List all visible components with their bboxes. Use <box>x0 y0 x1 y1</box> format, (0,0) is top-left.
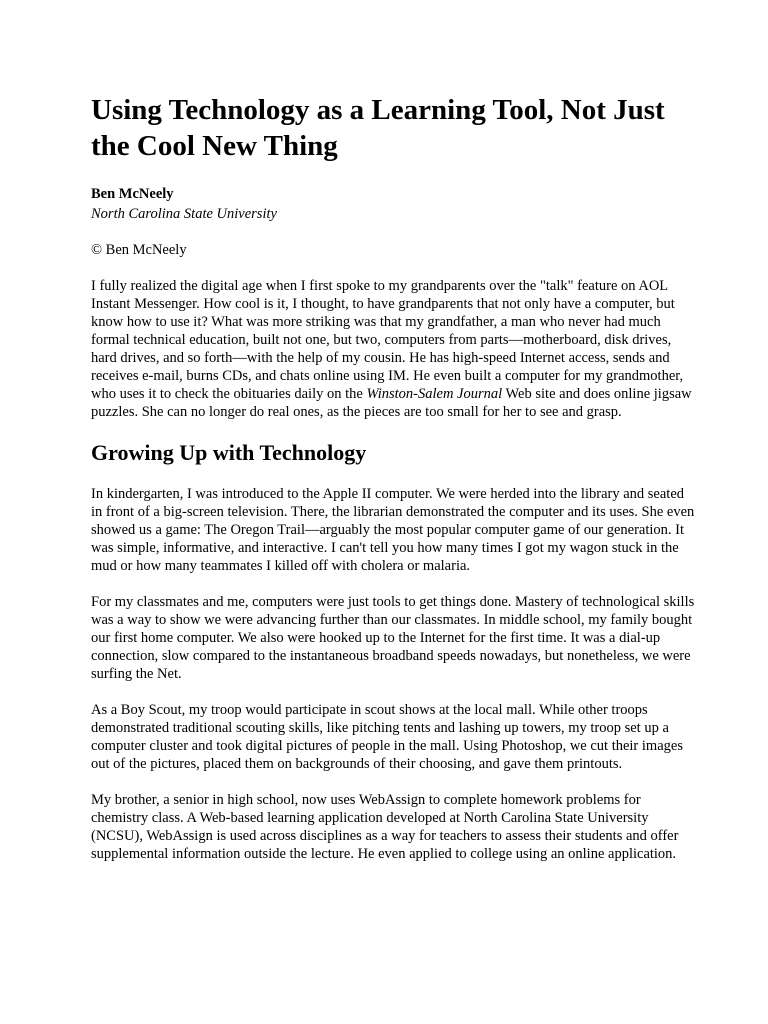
intro-paragraph <box>91 277 695 421</box>
article-title: Using Technology as a Learning Tool, Not Just the Cool New Thing <box>91 94 665 162</box>
author-affiliation: North Carolina State University <box>91 206 277 222</box>
body-paragraph-2: For my classmates and me, computers were just tools to get things done. Mastery of technological skills was a way to show we were advancing further than our classmates. In middle school, my family bought our first home computer. We also were hooked up to the Internet for the first time. It was a dial-up connection, slow compared to the instantaneous broadband speeds nowadays, but nonetheless, we were surfing the Net. <box>91 594 695 682</box>
body-paragraph-3: As a Boy Scout, my troop would participate in scout shows at the local mall. While other troops demonstrated traditional scouting skills, like pitching tents and lashing up towers, my troop set up a computer cluster and took digital pictures of people in the mall. Using Photoshop, we cut their images out of the pictures, placed them on backgrounds of their choosing, and gave them printouts. <box>91 702 683 772</box>
intro-text-end: Web site and does online jigsaw puzzles. She can no longer do real ones, as the pieces are too small for her to see and grasp. <box>91 386 692 420</box>
author-name: Ben McNeely <box>91 186 174 202</box>
intro-text-start: I fully realized the digital age when I first spoke to my grandparents over the "talk" feature on AOL Instant Messenger. How cool is it, I thought, to have grandparents that not only have a computer, but know how to use it? What was more striking was that my grandfather, a man who never had much formal technical education, built not one, but two, computers from parts—motherboard, disk drives, hard drives, and so forth—with the help of my cousin. He has high-speed Internet access, sends and receives e-mail, burns CDs, and chats online using IM. He even built a computer for my grandmother, who uses it to check the obituaries daily on the <box>91 278 684 402</box>
body-paragraph-1: In kindergarten, I was introduced to the Apple II computer. We were herded into the library and seated in front of a big-screen television. There, the librarian demonstrated the computer and its uses. She even showed us a game: The Oregon Trail—arguably the most popular computer game of our generation. It was simple, informative, and interactive. I can't tell you how many times I got my wagon stuck in the mud or how many teammates I killed off with cholera or malaria. <box>91 486 695 574</box>
document-page <box>91 92 695 881</box>
copyright-notice: © Ben McNeely <box>91 242 187 258</box>
body-paragraph-4: My brother, a senior in high school, now uses WebAssign to complete homework problems for chemistry class. A Web-based learning application developed at North Carolina State University (NCSU), WebAssign is used across disciplines as a way for teachers to assess their students and offer supplemental information outside the lecture. He even applied to college using an online application. <box>91 792 679 862</box>
section-heading: Growing Up with Technology <box>91 440 367 465</box>
newspaper-title: Winston-Salem Journal <box>366 386 503 402</box>
